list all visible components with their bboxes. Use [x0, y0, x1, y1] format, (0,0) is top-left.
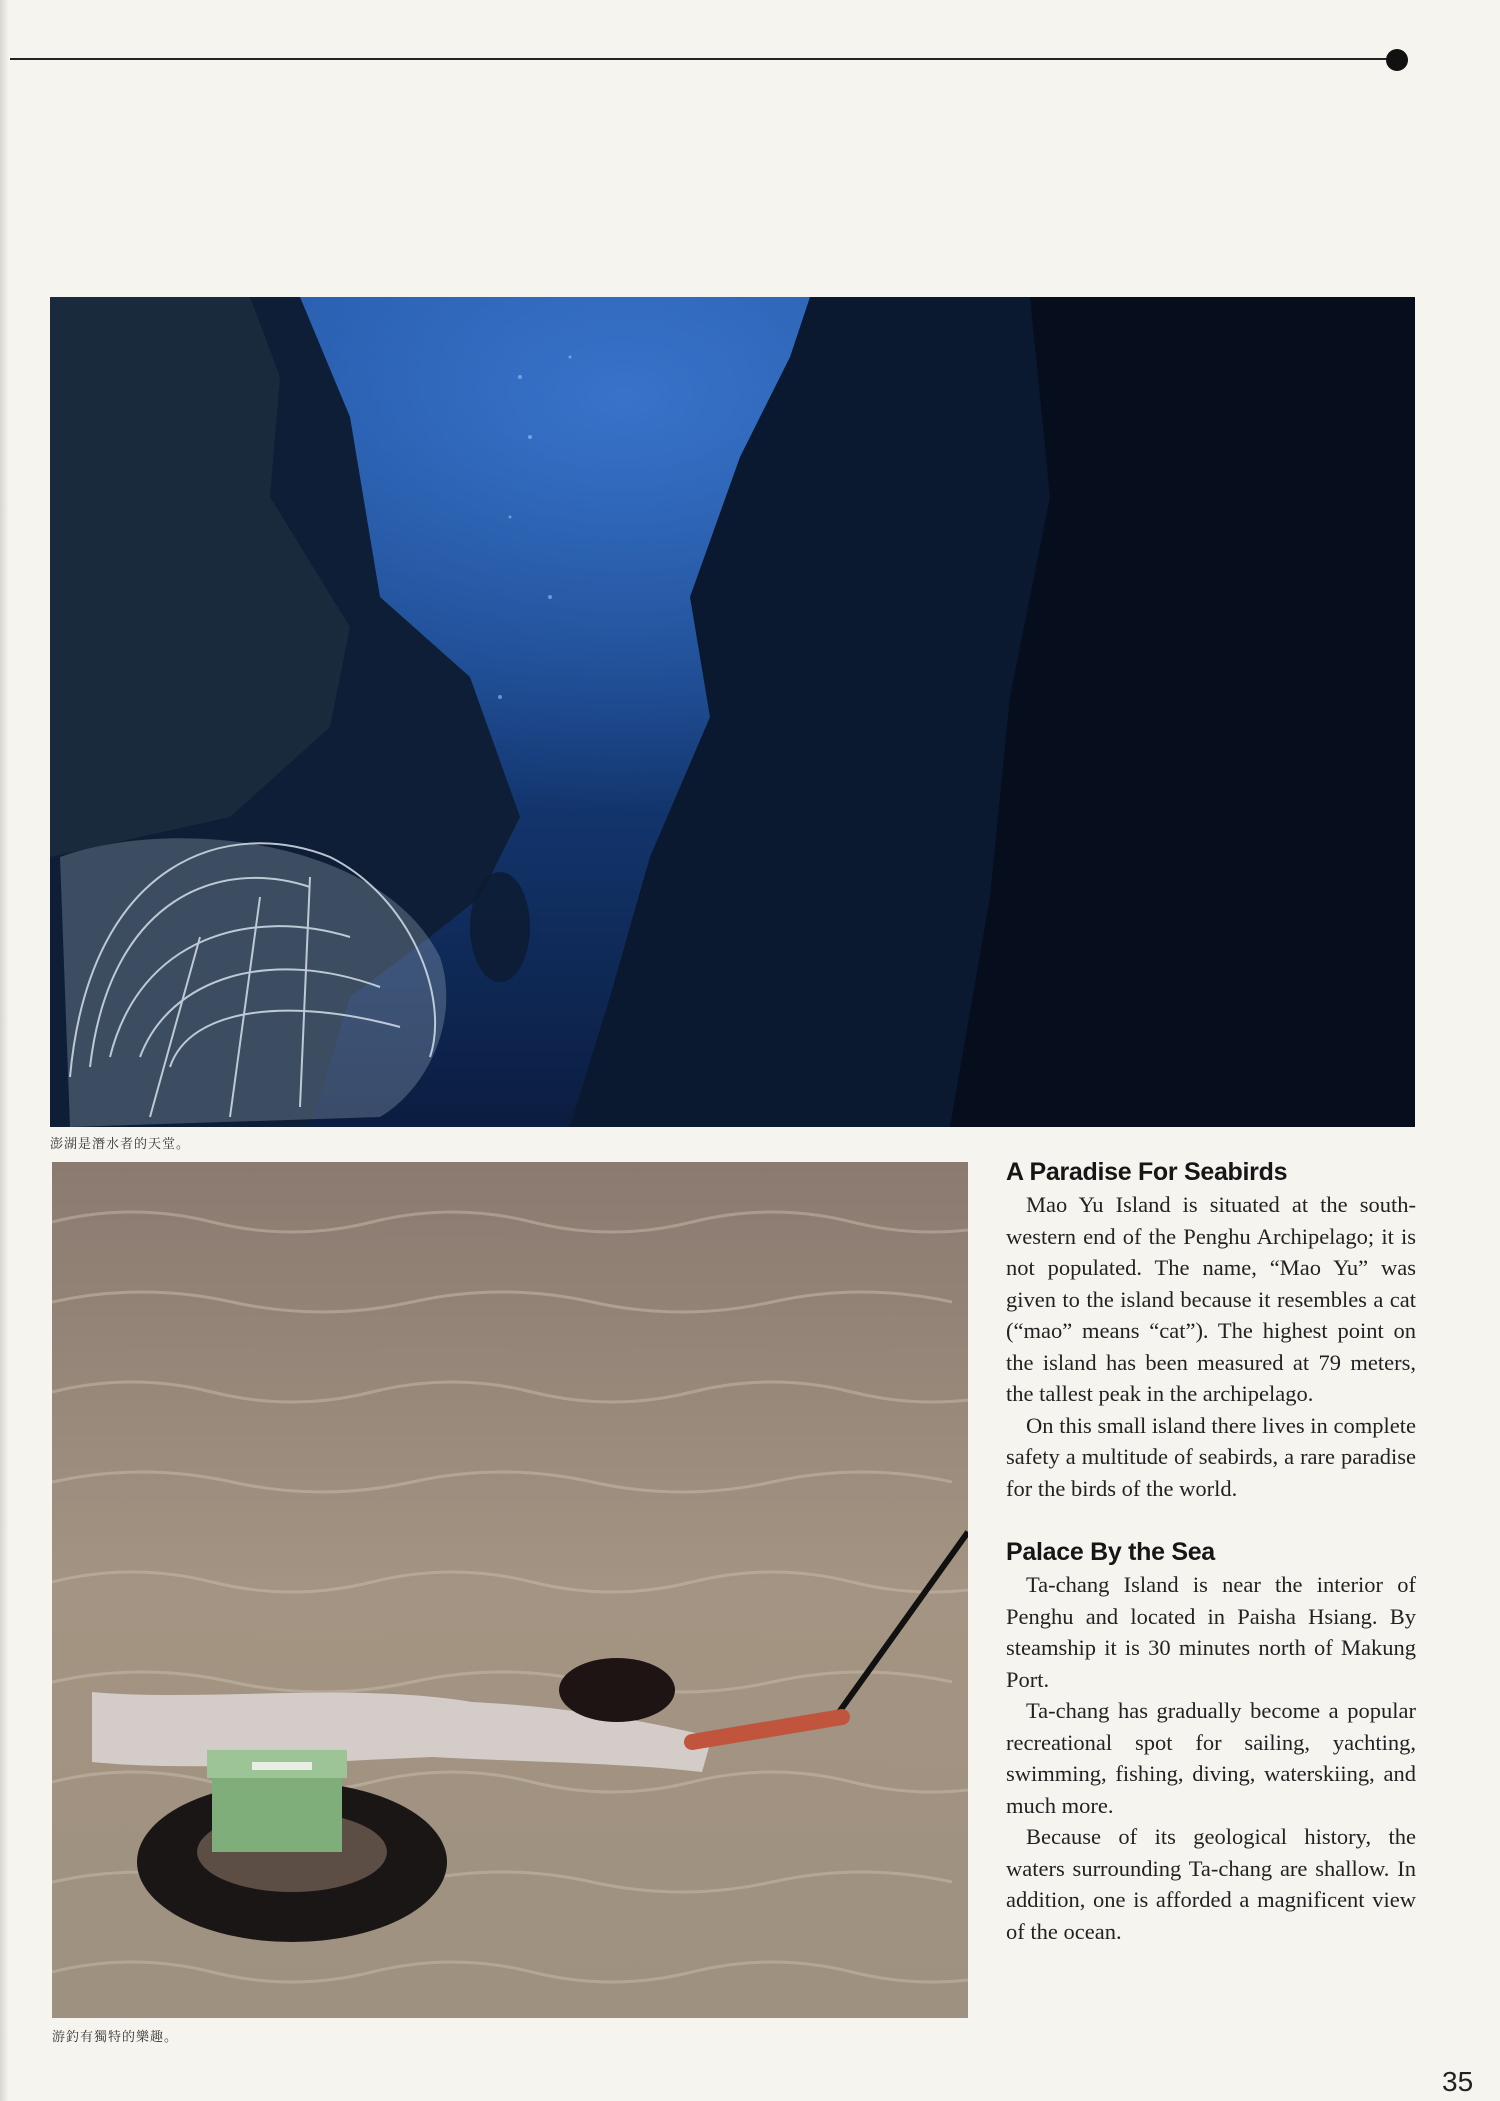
diving-photo-caption: 澎湖是潛水者的天堂。	[50, 1137, 191, 1152]
diving-photo	[50, 297, 1415, 1127]
paragraph: Ta-chang has gradually become a popular recreational spot for sailing, yachting, swimming, fishing, diving, waterskiing, and much more.	[1006, 1698, 1416, 1818]
section-heading: Palace By the Sea	[1006, 1538, 1215, 1566]
header-rule	[10, 58, 1400, 60]
header-rule-dot	[1386, 49, 1408, 71]
fishing-photo	[52, 1162, 968, 2018]
page-binding-edge	[0, 0, 8, 2101]
paragraph: Because of its geological history, the waters surrounding Ta-chang are shallow. In addition, one is afforded a magnificent view of the ocean.	[1006, 1824, 1416, 1944]
paragraph: Ta-chang Island is near the interior of Penghu and located in Paisha Hsiang. By steamship it is 30 minutes north of Makung Port.	[1006, 1572, 1416, 1692]
section-seabirds	[1006, 1158, 1416, 1504]
section-heading: A Paradise For Seabirds	[1006, 1158, 1288, 1186]
section-palace	[1006, 1538, 1416, 1947]
paragraph: On this small island there lives in complete safety a multitude of seabirds, a rare paradise for the birds of the world.	[1006, 1412, 1416, 1501]
page-number: 35	[1442, 2066, 1474, 2097]
fishing-photo-caption: 游釣有獨特的樂趣。	[52, 2030, 179, 2045]
article-column	[1006, 1158, 1416, 1981]
paragraph: Mao Yu Island is situated at the south-western end of the Penghu Archipelago; it is not populated. The name, “Mao Yu” was given to the island because it resembles a cat (“mao” means “cat”). The highest point on the island has been measured at 79 meters, the tallest peak in the archipelago.	[1006, 1192, 1416, 1406]
